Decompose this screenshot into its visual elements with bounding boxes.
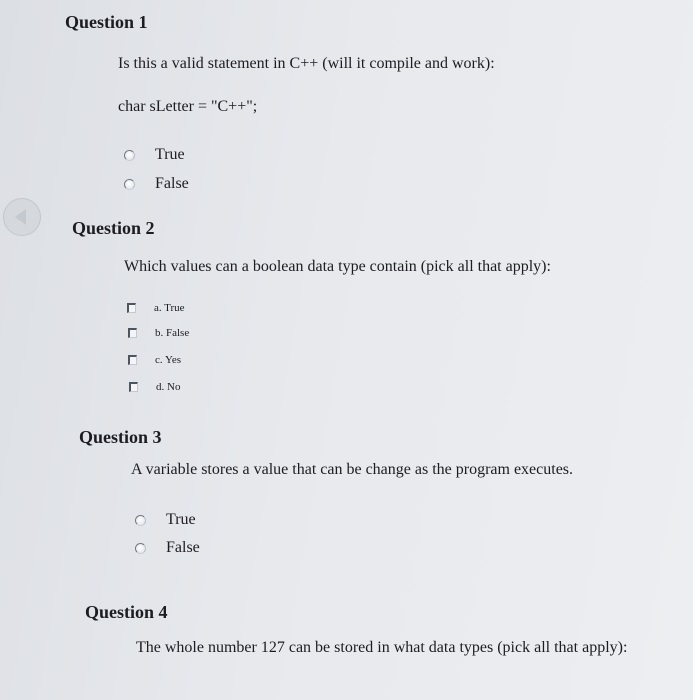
option-label: b. False — [155, 327, 190, 339]
question-2-option-c[interactable] — [128, 354, 181, 366]
question-2-option-a[interactable] — [127, 302, 185, 314]
question-4-prompt: The whole number 127 can be stored in what data types (pick all that apply): — [136, 639, 628, 656]
question-1-code: char sLetter = "C++"; — [118, 98, 258, 115]
question-2-option-d[interactable] — [129, 381, 180, 393]
question-1-prompt: Is this a valid statement in C++ (will it compile and work): — [118, 55, 495, 72]
option-label: True — [166, 511, 196, 528]
question-4-title: Question 4 — [85, 602, 168, 622]
radio-button[interactable] — [135, 515, 146, 526]
checkbox[interactable] — [128, 355, 137, 365]
option-label: c. Yes — [155, 354, 181, 366]
radio-button[interactable] — [124, 150, 135, 161]
checkbox[interactable] — [128, 328, 137, 338]
option-label: a. True — [154, 302, 185, 314]
question-3-title: Question 3 — [79, 427, 162, 447]
option-label: d. No — [156, 381, 181, 393]
question-1-option-false[interactable] — [124, 175, 189, 193]
radio-button[interactable] — [124, 179, 135, 190]
back-button[interactable] — [3, 198, 41, 236]
radio-button[interactable] — [135, 543, 146, 554]
question-2-title: Question 2 — [72, 218, 155, 238]
question-3-option-true[interactable] — [135, 511, 196, 529]
question-3-option-false[interactable] — [135, 539, 200, 557]
question-2-option-b[interactable] — [128, 327, 189, 339]
question-2-prompt: Which values can a boolean data type contain (pick all that apply): — [124, 258, 551, 275]
option-label: True — [155, 146, 185, 163]
question-1-title: Question 1 — [65, 12, 148, 32]
arrow-left-icon — [15, 209, 26, 225]
checkbox[interactable] — [127, 303, 136, 313]
question-1-option-true[interactable] — [124, 146, 185, 164]
option-label: False — [155, 175, 189, 192]
question-3-prompt: A variable stores a value that can be change as the program executes. — [131, 461, 574, 478]
checkbox[interactable] — [129, 382, 138, 392]
option-label: False — [166, 539, 200, 556]
